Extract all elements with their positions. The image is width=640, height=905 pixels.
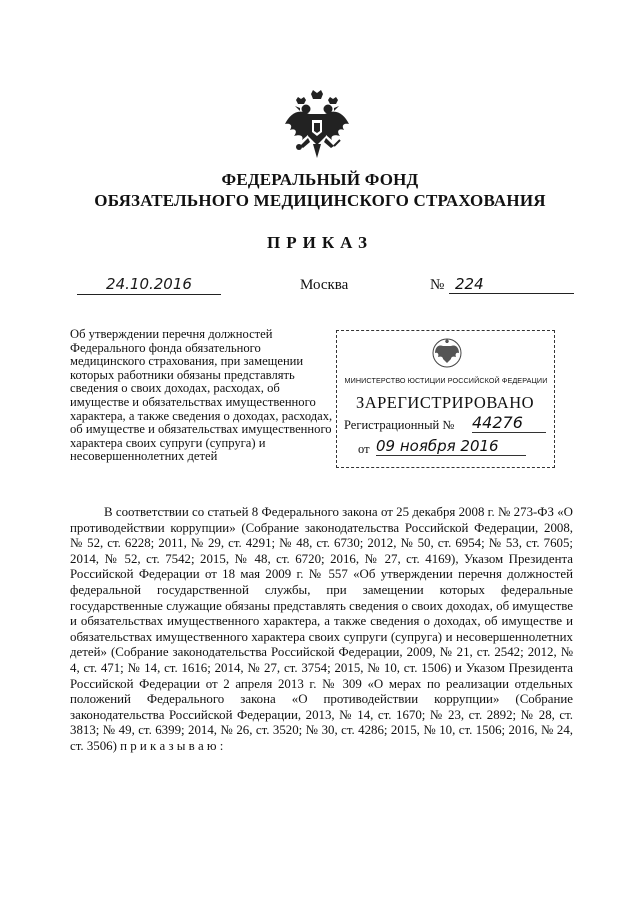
- organization-name-line2: ОБЯЗАТЕЛЬНОГО МЕДИЦИНСКОГО СТРАХОВАНИЯ: [94, 191, 546, 210]
- stamp-reg-number-label: Регистрационный №: [344, 418, 455, 432]
- stamp-ministry-name: МИНИСТЕРСТВО ЮСТИЦИИ РОССИЙСКОЙ ФЕДЕРАЦИИ: [344, 376, 548, 385]
- stamp-emblem-icon: [431, 337, 463, 369]
- order-city: Москва: [300, 277, 349, 293]
- stamp-date-label: от: [358, 442, 370, 456]
- order-number-label: №: [430, 277, 445, 293]
- document-type-title: ПРИКАЗ: [267, 233, 373, 252]
- stamp-reg-number: 44276: [472, 413, 546, 433]
- russian-coat-of-arms-icon: [284, 90, 350, 160]
- organization-name-line1: ФЕДЕРАЛЬНЫЙ ФОНД: [221, 170, 419, 189]
- order-number: 224: [449, 274, 574, 294]
- stamp-registered-label: ЗАРЕГИСТРИРОВАНО: [355, 393, 535, 412]
- order-subject: Об утверждении перечня должностей Федерального фонда обязательного медицинского страхования, при замещении которых работники обязаны представлять сведения о своих доходах, расходах, об имуществе и обязательствах имущественного характера, а также сведения о доходах, расходах, об имуществе и обязательствах имущественного характера своих супруги (супруга) и несовершеннолетних детей: [70, 327, 333, 464]
- order-date: 24.10.2016: [77, 274, 221, 295]
- order-body-paragraph: В соответствии со статьей 8 Федерального закона от 25 декабря 2008 г. № 273-ФЗ «О противодействии коррупции» (Собрание законодательства Российской Федерации, 2008, № 52, ст. 6228; 2011, № 29, ст. 4291; № 48, ст. 6730; 2012, № 50, ст. 6954; № 53, ст. 7605; 2014, № 52, ст. 7542; 2015, № 48, ст. 6720; 2016, № 27, ст. 4169), Указом Президента Российской Федерации от 18 мая 2009 г. № 557 «Об утверждении перечня должностей федеральной государственной службы, при замещении которых федеральные государственные служащие обязаны представлять сведения о своих доходах, об имуществе и обязательствах имущественного характера, а также сведения о доходах, об имуществе и обязательствах имущественного характера своих супруги (супруга) и несовершеннолетних детей» (Собрание законодательства Российской Федерации, 2009, № 21, ст. 2542; 2012, № 4, ст. 471; № 14, ст. 1616; 2014, № 27, ст. 3754; 2015, № 10, ст. 1506) и Указом Президента Российской Федерации от 2 апреля 2013 г. № 309 «О мерах по реализации отдельных положений Федерального закона «О противодействии коррупции» (Собрание законодательства Российской Федерации, 2013, № 14, ст. 1670; № 23, ст. 2892; № 28, ст. 3813; № 49, ст. 6399; 2014, № 26, ст. 3520; № 30, ст. 4286; 2015, № 10, ст. 1506; 2016, № 24, ст. 3506) п р и к а з ы в а ю :: [70, 505, 573, 753]
- registration-stamp: [336, 330, 555, 468]
- stamp-date: 09 ноября 2016: [376, 437, 526, 456]
